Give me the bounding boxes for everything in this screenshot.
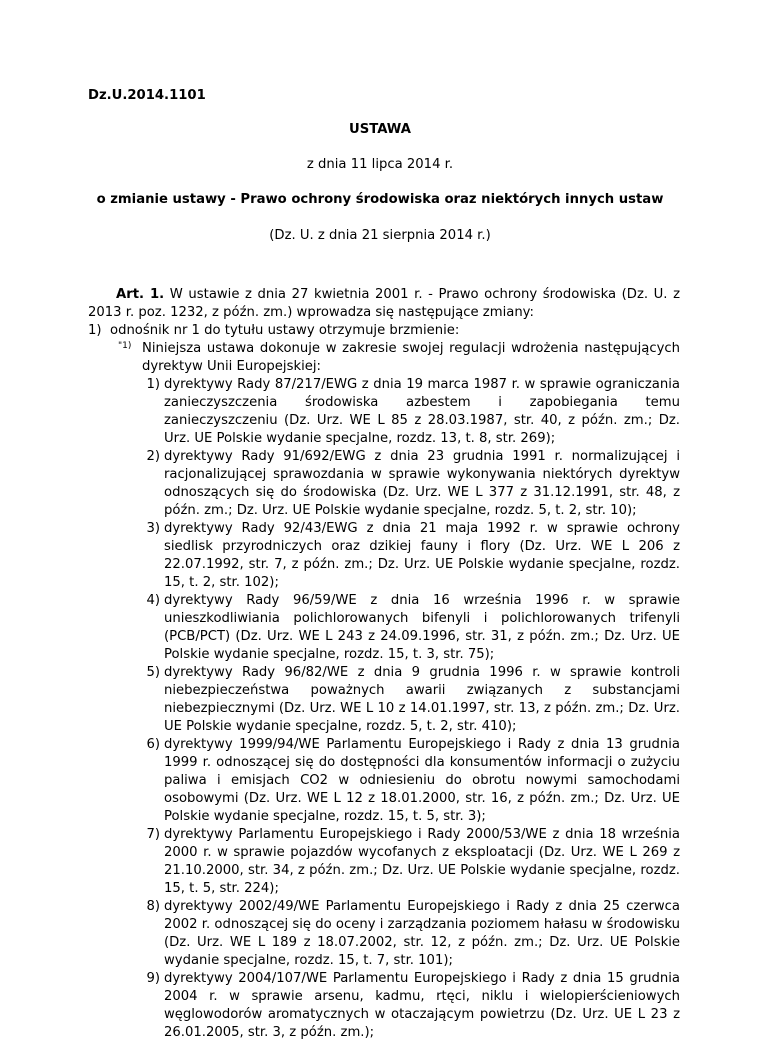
item-number: 8) [146, 899, 160, 914]
document-date: z dnia 11 lipca 2014 r. [306, 157, 454, 172]
point-number: 1) [88, 323, 102, 338]
item-text: dyrektywy 1999/94/WE Parlamentu Europejskiego i Rady z dnia 13 grudnia 1999 r. odnoszącej się do dostępności dla konsumentów informacji o zużyciu paliwa i emisjach CO2 w odniesieniu do obrotu nowymi samochodami osobowymi (Dz. Urz. WE L 12 z 18.01.2000, str. 16, z późn. zm.; Dz. Urz. UE Polskie wydanie specjalne, rozdz. 15, t. 5, str. 3); [164, 737, 680, 824]
item-number: 4) [146, 593, 160, 608]
article-text: W ustawie z dnia 27 kwietnia 2001 r. - Prawo ochrony środowiska (Dz. U. z 2013 r. poz. 1232, z późn. zm.) wprowadza się następujące zmiany: [88, 287, 680, 320]
item-text: dyrektywy Rady 96/59/WE z dnia 16 września 1996 r. w sprawie unieszkodliwiania polichlorowanych bifenyli i polichlorowanych trifenyli (PCB/PCT) (Dz. Urz. WE L 243 z 24.09.1996, str. 31, z późn. zm.; Dz. Urz. UE Polskie wydanie specjalne, rozdz. 15, t. 3, str. 75); [164, 593, 680, 662]
article-1-intro [88, 286, 680, 322]
article-label: Art. 1. [116, 287, 165, 302]
item-text: dyrektywy Rady 96/82/WE z dnia 9 grudnia 1996 r. w sprawie kontroli niebezpieczeństwa poważnych awarii związanych z substancjami niebezpiecznymi (Dz. Urz. WE L 10 z 14.01.1997, str. 13, z późn. zm.; Dz. Urz. UE Polskie wydanie specjalne, rozdz. 5, t. 2, str. 410); [164, 665, 680, 734]
list-item [88, 376, 680, 448]
item-text: dyrektywy Rady 87/217/EWG z dnia 19 marca 1987 r. w sprawie ograniczania zanieczyszczenia środowiska azbestem i zapobiegania temu zanieczyszczeniu (Dz. Urz. WE L 85 z 28.03.1987, str. 40, z późn. zm.; Dz. Urz. UE Polskie wydanie specjalne, rozdz. 13, t. 8, str. 269); [164, 377, 680, 446]
document-subject: o zmianie ustawy - Prawo ochrony środowiska oraz niektórych innych ustaw [96, 192, 664, 207]
publication-source: (Dz. U. z dnia 21 sierpnia 2014 r.) [269, 228, 491, 243]
item-text: dyrektywy Parlamentu Europejskiego i Rady 2000/53/WE z dnia 18 września 2000 r. w sprawie pojazdów wycofanych z eksploatacji (Dz. Urz. WE L 269 z 21.10.2000, str. 34, z późn. zm.; Dz. Urz. UE Polskie wydanie specjalne, rozdz. 15, t. 5, str. 224); [164, 827, 680, 896]
item-text: dyrektywy 2004/107/WE Parlamentu Europejskiego i Rady z dnia 15 grudnia 2004 r. w sprawie arsenu, kadmu, rtęci, niklu i wielopierścieniowych węglowodorów aromatycznych w otaczającym powietrzu (Dz. Urz. UE L 23 z 26.01.2005, str. 3, z późn. zm.); [164, 971, 680, 1040]
list-item [88, 736, 680, 826]
article-body [88, 286, 680, 1042]
directive-list [88, 376, 680, 1042]
item-text: dyrektywy 2002/49/WE Parlamentu Europejskiego i Rady z dnia 25 czerwca 2002 r. odnoszącej się do oceny i zarządzania poziomem hałasu w środowisku (Dz. Urz. WE L 189 z 18.07.2002, str. 12, z późn. zm.; Dz. Urz. UE Polskie wydanie specjalne, rozdz. 15, t. 7, str. 101); [164, 899, 680, 968]
footnote-mark: "1) [118, 341, 132, 351]
list-item [88, 520, 680, 592]
item-number: 2) [146, 449, 160, 464]
list-item [88, 664, 680, 736]
item-number: 3) [146, 521, 160, 536]
footnote-text: Niniejsza ustawa dokonuje w zakresie swojej regulacji wdrożenia następujących dyrektyw Unii Europejskiej: [142, 341, 680, 374]
list-item [88, 826, 680, 898]
item-number: 6) [146, 737, 160, 752]
document-id: Dz.U.2014.1101 [88, 88, 206, 103]
point-text: odnośnik nr 1 do tytułu ustawy otrzymuje brzmienie: [110, 323, 460, 338]
list-item [88, 970, 680, 1042]
list-item [88, 448, 680, 520]
list-item [88, 592, 680, 664]
amendment-point [88, 322, 680, 340]
item-number: 1) [146, 377, 160, 392]
list-item [88, 898, 680, 970]
item-number: 9) [146, 971, 160, 986]
item-text: dyrektywy Rady 91/692/EWG z dnia 23 grudnia 1991 r. normalizującej i racjonalizującej sprawozdania w sprawie wykonywania niektórych dyrektyw odnoszących się do środowiska (Dz. Urz. WE L 377 z 31.12.1991, str. 48, z późn. zm.; Dz. Urz. UE Polskie wydanie specjalne, rozdz. 5, t. 2, str. 10); [164, 449, 680, 518]
document-title: USTAWA [349, 122, 411, 137]
item-number: 7) [146, 827, 160, 842]
footnote-quote [88, 340, 680, 376]
item-text: dyrektywy Rady 92/43/EWG z dnia 21 maja 1992 r. w sprawie ochrony siedlisk przyrodniczych oraz dzikiej fauny i flory (Dz. Urz. WE L 206 z 22.07.1992, str. 7, z późn. zm.; Dz. Urz. UE Polskie wydanie specjalne, rozdz. 15, t. 2, str. 102); [164, 521, 680, 590]
item-number: 5) [146, 665, 160, 680]
